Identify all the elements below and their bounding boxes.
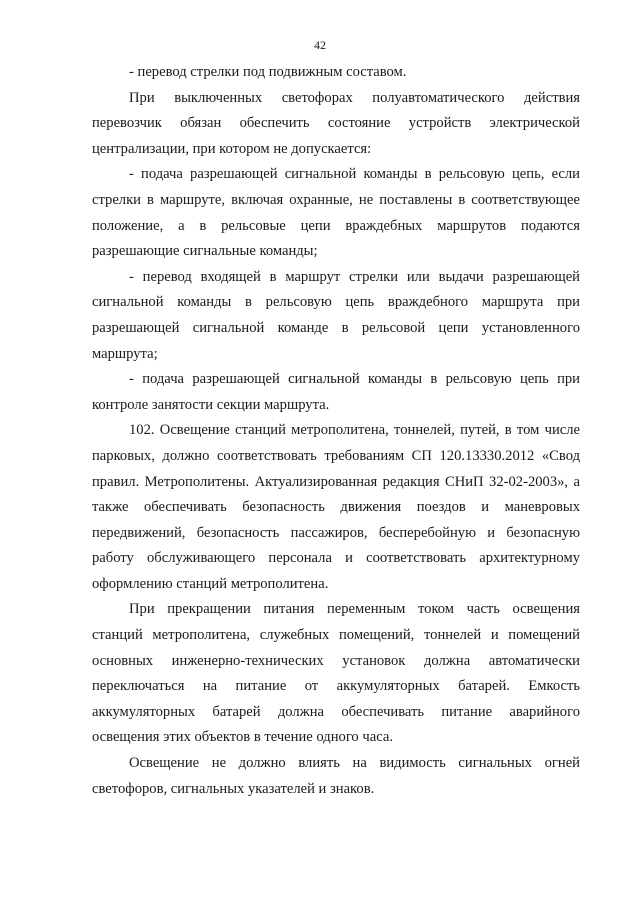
paragraph-102-lighting: 102. Освещение станций метрополитена, тоннелей, путей, в том числе парковых, должно соответствовать требованиям СП 120.13330.2012 «Свод правил. Метрополитены. Актуализированная редакция СНиП 32-02-2003», а также обеспечивать безопасность движения поездов и маневровых передвижений, безопасность пассажиров, бесперебойную и безопасную работу обслуживающего персонала и соответствовать архитектурному оформлению станций метрополитена. [92,422,580,592]
document-body [92,0,580,802]
paragraph-switch-under-train: - перевод стрелки под подвижным составом. [129,64,407,80]
paragraph-list-item-occupancy-control: - подача разрешающей сигнальной команды в рельсовую цепь при контроле занятости секции маршрута. [92,371,580,413]
paragraph-signal-visibility: Освещение не должно влиять на видимость сигнальных огней светофоров, сигнальных указателей и знаков. [92,755,580,797]
page-number: 42 [314,38,326,52]
paragraph-semiautomatic-signals: При выключенных светофорах полуавтоматического действия перевозчик обязан обеспечить состояние устройств электрической централизации, при котором не допускается: [92,89,580,157]
paragraph-emergency-lighting: При прекращении питания переменным током часть освещения станций метрополитена, служебных помещений, тоннелей и помещений основных инженерно-технических установок должна автоматически переключаться на питание от аккумуляторных батарей. Емкость аккумуляторных батарей должна обеспечивать питание аварийного освещения этих объектов в течение одного часа. [92,601,580,746]
paragraph-list-item-signal-command: - подача разрешающей сигнальной команды в рельсовую цепь, если стрелки в маршруте, включая охранные, не поставлены в соответствующее положение, а в рельсовые цепи враждебных маршрутов подаются разрешающие сигнальные команды; [92,166,580,260]
paragraph-list-item-switch-transfer: - перевод входящей в маршрут стрелки или выдачи разрешающей сигнальной команды в рельсовую цепь враждебного маршрута при разрешающей сигнальной команде в рельсовой цепи установленного маршрута; [92,268,580,362]
